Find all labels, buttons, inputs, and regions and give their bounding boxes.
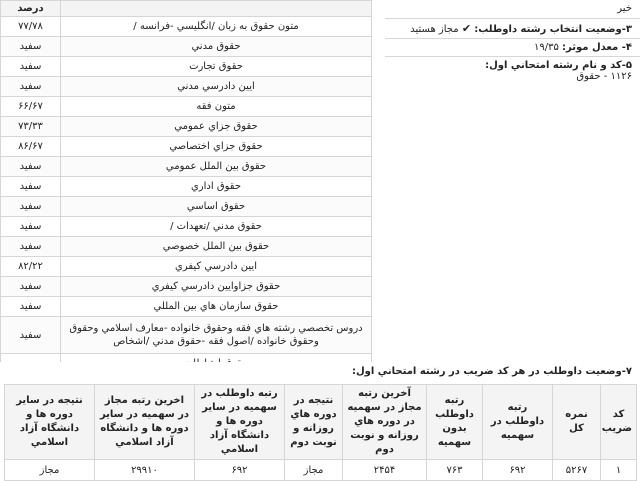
table-row: [1, 237, 372, 257]
coefficient-status-section: [0, 362, 640, 480]
coefficient-header-row: [5, 385, 637, 460]
table-row: [1, 117, 372, 137]
table-row: [1, 157, 372, 177]
subject-cell: متون فقه: [61, 97, 372, 117]
table-row: [1, 257, 372, 277]
table-row: [1, 37, 372, 57]
table-row: [1, 77, 372, 97]
table-row: [1, 277, 372, 297]
percent-cell: ۷۷/۷۸: [1, 17, 61, 37]
percent-cell: سفيد: [1, 157, 61, 177]
col-header-rank-no-quota: رتبه داوطلب بدون سهميه: [427, 385, 483, 460]
col-header-last-rank-other: اخرين رتبه مجاز در سهميه در ساير دوره ها و دانشگاه آزاد اسلامي: [95, 385, 195, 460]
percent-cell: ۶۶/۶۷: [1, 97, 61, 117]
grades-header-row: [1, 1, 372, 17]
table-row: [1, 137, 372, 157]
table-row: [1, 17, 372, 37]
percent-cell: ۸۲/۲۲: [1, 257, 61, 277]
percent-cell: سفيد: [1, 57, 61, 77]
selection-status-row: [385, 19, 640, 39]
percent-cell: سفيد: [1, 37, 61, 57]
field-row: [385, 57, 640, 85]
info-row-top: [385, 0, 640, 19]
table-row: [1, 217, 372, 237]
cell-rank-no-quota: ۷۶۳: [427, 460, 483, 481]
cell-last-rank-other: ۲۹۹۱۰: [95, 460, 195, 481]
percent-cell: سفيد: [1, 217, 61, 237]
subject-cell: حقوق جزاي اختصاصي: [61, 137, 372, 157]
candidate-info-panel: [385, 0, 640, 120]
percent-cell: سفيد: [1, 177, 61, 197]
table-row: [1, 57, 372, 77]
subject-cell: حقوق تجارت: [61, 57, 372, 77]
gpa-value: ۱۹/۳۵: [534, 42, 559, 53]
percent-cell: ۸۶/۶۷: [1, 137, 61, 157]
subject-cell: حقوق بين الملل خصوصي: [61, 237, 372, 257]
subject-cell: حقوق بين الملل عمومي: [61, 157, 372, 177]
subject-cell: حقوق مدني: [61, 37, 372, 57]
percent-cell: سفيد: [1, 197, 61, 217]
table-row: [5, 460, 637, 481]
percent-cell: سفيد: [1, 317, 61, 354]
field-value: ۱۱۲۶ - حقوق: [576, 71, 632, 82]
gpa-row: [385, 39, 640, 57]
table-row: [1, 197, 372, 217]
subject-cell: حقوق جزاي عمومي: [61, 117, 372, 137]
cell-code: ۱: [601, 460, 637, 481]
percent-cell: سفيد: [1, 77, 61, 97]
subject-cell: ايين دادرسي كيفري: [61, 257, 372, 277]
check-icon: ✔: [461, 22, 472, 35]
grades-table: [0, 0, 372, 374]
table-row: [1, 97, 372, 117]
subject-cell: حقوق اداري: [61, 177, 372, 197]
cell-result-other: مجاز: [5, 460, 95, 481]
percent-header: درصد: [1, 1, 61, 17]
col-header-last-rank-day: آخرين رتبه مجاز در سهميه در دوره هاي روزانه و نوبت دوم: [343, 385, 427, 460]
grades-table-panel: [0, 0, 372, 360]
selection-status-value: مجاز هستيد: [410, 24, 459, 35]
subject-cell: حقوق سازمان هاي بين المللي: [61, 297, 372, 317]
cell-total-score: ۵۲۶۷: [553, 460, 601, 481]
field-label: ۵-كد و نام رشته امتحاني اول:: [485, 60, 632, 71]
selection-status-label: ۳-وضعيت انتخاب رشته داوطلب:: [474, 24, 632, 35]
subject-header: [61, 1, 372, 17]
section7-title: ۷-وضعيت داوطلب در هر كد ضريب در رشته امتحاني اول:: [352, 366, 632, 377]
subject-cell: حقوق اساسي: [61, 197, 372, 217]
subject-cell: متون حقوق به زبان /انگلیسي -فرانسه /: [61, 17, 372, 37]
col-header-rank-other: رتبه داوطلب در سهميه در ساير دوره ها و دانشگاه آزاد اسلامي: [195, 385, 285, 460]
subject-cell: حقوق مدني /تعهدات /: [61, 217, 372, 237]
col-header-rank-quota: رتبه داوطلب در سهميه: [483, 385, 553, 460]
col-header-total-score: نمره كل: [553, 385, 601, 460]
col-header-result-other: نتيجه در ساير دوره ها و دانشگاه آزاد اسلامي: [5, 385, 95, 460]
col-header-code: كد ضريب: [601, 385, 637, 460]
cell-last-rank-day: ۲۴۵۴: [343, 460, 427, 481]
table-row: [1, 317, 372, 354]
percent-cell: سفيد: [1, 277, 61, 297]
percent-cell: ۷۳/۳۳: [1, 117, 61, 137]
table-row: [1, 297, 372, 317]
gpa-label: ۴- معدل موثر:: [562, 42, 632, 53]
percent-cell: سفيد: [1, 297, 61, 317]
cell-result-day: مجاز: [285, 460, 343, 481]
subject-cell: دروس تخصصي رشته هاي فقه وحقوق خانواده -معارف اسلامي وحقوق وحقوق خانواده /اصول فقه -حقوق مدني /اشخاص: [61, 317, 372, 354]
col-header-result-day: نتيجه در دوره هاي روزانه و نوبت دوم: [285, 385, 343, 460]
subject-cell: ايين دادرسي مدني: [61, 77, 372, 97]
cell-rank-other: ۶۹۲: [195, 460, 285, 481]
subject-cell: حقوق جزاوايين دادرسي كيفري: [61, 277, 372, 297]
info-row-top-value: خير: [617, 3, 632, 14]
coefficient-status-table: [4, 384, 637, 481]
cell-rank-quota: ۶۹۲: [483, 460, 553, 481]
table-row: [1, 177, 372, 197]
percent-cell: سفيد: [1, 237, 61, 257]
